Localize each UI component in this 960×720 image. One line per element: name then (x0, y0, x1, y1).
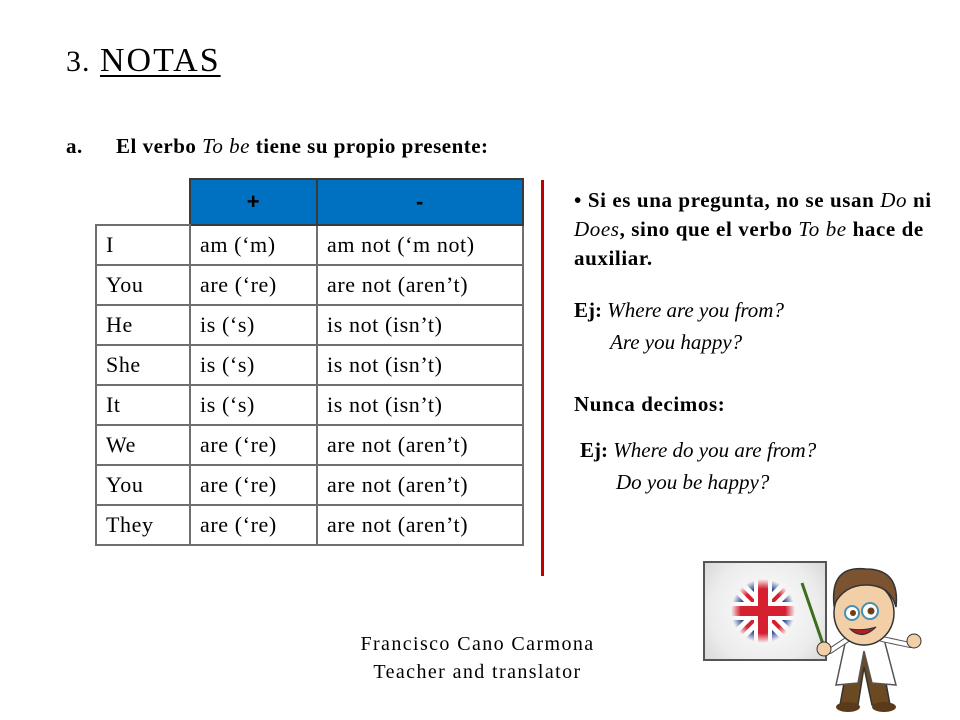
pronoun-cell: You (96, 265, 190, 305)
note-ni: ni (907, 188, 932, 212)
note-text-1: Si es una pregunta, no se usan (587, 188, 881, 212)
negative-cell: are not (aren’t) (317, 505, 523, 545)
table-row (96, 505, 523, 545)
negative-cell: is not (isn’t) (317, 345, 523, 385)
note-do: Do (880, 188, 908, 212)
negative-cell: is not (isn’t) (317, 305, 523, 345)
pronoun-cell: He (96, 305, 190, 345)
pronoun-cell: We (96, 425, 190, 465)
affirmative-cell: are (‘re) (190, 505, 317, 545)
table-row (96, 225, 523, 265)
note-text-3: hace de auxiliar. (574, 217, 924, 270)
header-blank (96, 179, 190, 225)
affirmative-cell: are (‘re) (190, 465, 317, 505)
vertical-divider (541, 180, 544, 576)
author-name: Francisco Cano Carmona (360, 633, 595, 655)
section-subtitle (66, 134, 489, 159)
pronoun-cell: You (96, 465, 190, 505)
affirmative-cell: is (‘s) (190, 385, 317, 425)
table-row (96, 305, 523, 345)
never-say-heading: Nunca decimos: (574, 392, 726, 416)
title-number: 3. (66, 45, 91, 78)
table-row (96, 465, 523, 505)
negative-cell: are not (aren’t) (317, 425, 523, 465)
negative-cell: is not (isn’t) (317, 385, 523, 425)
affirmative-cell: is (‘s) (190, 345, 317, 385)
example-label: Ej: (580, 438, 608, 462)
note-text-2: , sino que el verbo (619, 217, 799, 241)
bullet: • (574, 188, 582, 212)
example-line: Are you happy? (610, 330, 743, 354)
negative-cell: am not (‘m not) (317, 225, 523, 265)
author-role: Teacher and translator (373, 661, 582, 683)
example-line: Where are you from? (607, 298, 784, 322)
table-row (96, 425, 523, 465)
author-footer (300, 630, 655, 686)
affirmative-cell: are (‘re) (190, 265, 317, 305)
pronoun-cell: It (96, 385, 190, 425)
example-line: Where do you are from? (613, 438, 817, 462)
table-row (96, 265, 523, 305)
header-affirmative: + (190, 179, 317, 225)
pronoun-cell: She (96, 345, 190, 385)
teacher-cartoon-icon (800, 555, 940, 715)
header-negative: - (317, 179, 523, 225)
affirmative-cell: are (‘re) (190, 425, 317, 465)
note-does: Does (574, 217, 620, 241)
subtitle-after: tiene su propio presente: (250, 134, 489, 158)
question-rule-note (574, 186, 934, 273)
incorrect-examples (580, 434, 816, 498)
table-header-row (96, 179, 523, 225)
table-row (96, 345, 523, 385)
example-line: Do you be happy? (616, 470, 770, 494)
table-row (96, 385, 523, 425)
subtitle-italic: To be (202, 134, 250, 158)
to-be-conjugation-table (95, 178, 524, 546)
pronoun-cell: I (96, 225, 190, 265)
negative-cell: are not (aren’t) (317, 265, 523, 305)
correct-examples (574, 294, 784, 358)
affirmative-cell: am (‘m) (190, 225, 317, 265)
example-label: Ej: (574, 298, 602, 322)
subtitle-before: El verbo (116, 134, 203, 158)
negative-cell: are not (aren’t) (317, 465, 523, 505)
pronoun-cell: They (96, 505, 190, 545)
subtitle-letter: a. (66, 134, 83, 158)
title-word: NOTAS (100, 42, 221, 79)
note-tobe: To be (798, 217, 847, 241)
affirmative-cell: is (‘s) (190, 305, 317, 345)
slide-title (66, 42, 221, 80)
